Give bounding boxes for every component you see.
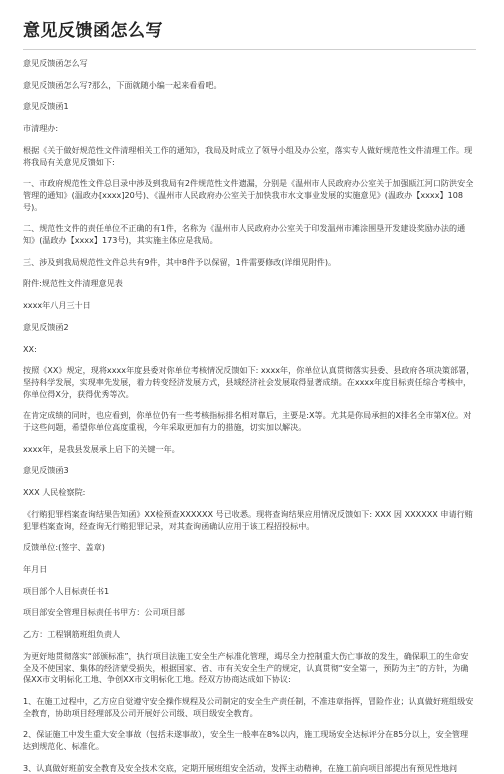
paragraph: xxxx年，是我县发展承上启下的关键一年。 xyxy=(23,443,180,454)
paragraph: XXX 人民检察院: xyxy=(23,487,86,498)
paragraph: 2、保证施工中发生重大安全事故（包括未遂事故），安全生一般率在8%以内，施工现场安全达标评分在85分以上，安全管理达到规范化、标准化。 xyxy=(23,729,469,752)
paragraph: 在肯定成绩的同时，也应看到，你单位仍有一些考核指标排名相对靠后，主要是:X等。尤其是你局承担的X排名全市第X位。对于这些问题，希望你单位高度重视，今年采取更加有力的措施，切实加以解决。 xyxy=(23,410,472,433)
paragraph: XX: xyxy=(23,343,37,354)
paragraph: 按照《XX》规定，现将xxxx年度县委对你单位考核情况反馈如下: xxxx年，你单位认真贯彻落实县委、县政府各项决策部署，坚持科学发展，实现率先发展，着力转变经济发展方式，县域经济社会发展取得显著成绩。在xxxx年度目标责任综合考核中，你单位得X分，获得优秀等次。 xyxy=(23,365,475,399)
paragraph: 意见反馈函2 xyxy=(23,321,69,332)
paragraph: 一、市政府规范性文件总目录中涉及到我局有2件规范性文件遗漏，分别是《温州市人民政府办公室关于加强瓯江河口防洪安全管理的通知》(温政办[xxxx]20号)、《温州市人民政府办公室关于加快我市水文事业发展的实施意见》(温政办【xxxx】108号)。 xyxy=(23,178,474,212)
paragraph: 市清理办: xyxy=(23,123,59,134)
paragraph: 《行贿犯罪档案查询结果告知函》XX检预查XXXXXX 号已收悉。现将查询结果应用情况反馈如下: XXX 因 XXXXXX 申请行贿犯罪档案查询，经查询无行贿犯罪记录，对其查询函确认应用于该工程招投标中。 xyxy=(23,508,473,531)
paragraph: 乙方：工程钢筋班组负责人 xyxy=(23,629,121,640)
paragraph: 项目部个人目标责任书1 xyxy=(23,585,110,596)
paragraph: 二、规范性文件的责任单位不正确的有1件，名称为《温州市人民政府办公室关于印发温州市滩涂围垦开发建设奖励办法的通知》(温政办【xxxx】173号)，其实施主体应是我局。 xyxy=(23,223,466,246)
document-title: 意见反馈函怎么写 xyxy=(23,21,163,41)
document-body xyxy=(23,58,476,774)
paragraph: 为更好地贯彻落实“部颁标准”，执行项目法施工安全生产标准化管理，竭尽全力控制重大伤亡事故的发生，确保职工的生命安全及不使国家、集体的经济蒙受损失，根据国家、省、市有关安全生产的规定，认真贯彻“安全第一，预防为主”的方针，为确保XX市文明标化工地、争创XX市文明标化工地。经双方协商达成如下协议: xyxy=(23,650,469,685)
paragraph: 意见反馈函怎么写 xyxy=(23,58,88,68)
paragraph: 3、认真做好班前安全教育及安全技术交底，定期开展班组安全活动，发挥主动精神，在施工前向项目部提出有预见性地问 xyxy=(23,762,458,773)
paragraph: 意见反馈函3 xyxy=(23,465,69,476)
paragraph: 意见反馈函怎么写?那么，下面就随小编一起来看看吧。 xyxy=(23,79,222,90)
paragraph: 根据《关于做好规范性文件清理相关工作的通知》，我局及时成立了领导小组及办公室，落实专人做好规范性文件清理工作。现将我局有关意见反馈如下: xyxy=(23,144,473,167)
paragraph: 1、在施工过程中，乙方应自觉遵守安全操作规程及公司制定的安全生产责任制，不准违章指挥，冒险作业；认真做好班组级安全教育，协助项目经理部及公司开展好公司级、项目级安全教育。 xyxy=(23,695,474,718)
paragraph: 反馈单位:(签字、盖章) xyxy=(23,542,105,553)
paragraph: 意见反馈函1 xyxy=(23,101,69,112)
title-divider xyxy=(23,49,476,50)
paragraph: 三、涉及到我局规范性文件总共有9件，其中8件予以保留，1件需要修改(详细见附件)。 xyxy=(23,256,337,267)
paragraph: 项目部安全管理目标责任书甲方：公司项目部 xyxy=(23,607,185,618)
paragraph: xxxx年八月三十日 xyxy=(23,300,91,311)
paragraph: 年月日 xyxy=(23,563,48,574)
paragraph: 附件:规范性文件清理意见表 xyxy=(23,278,123,289)
